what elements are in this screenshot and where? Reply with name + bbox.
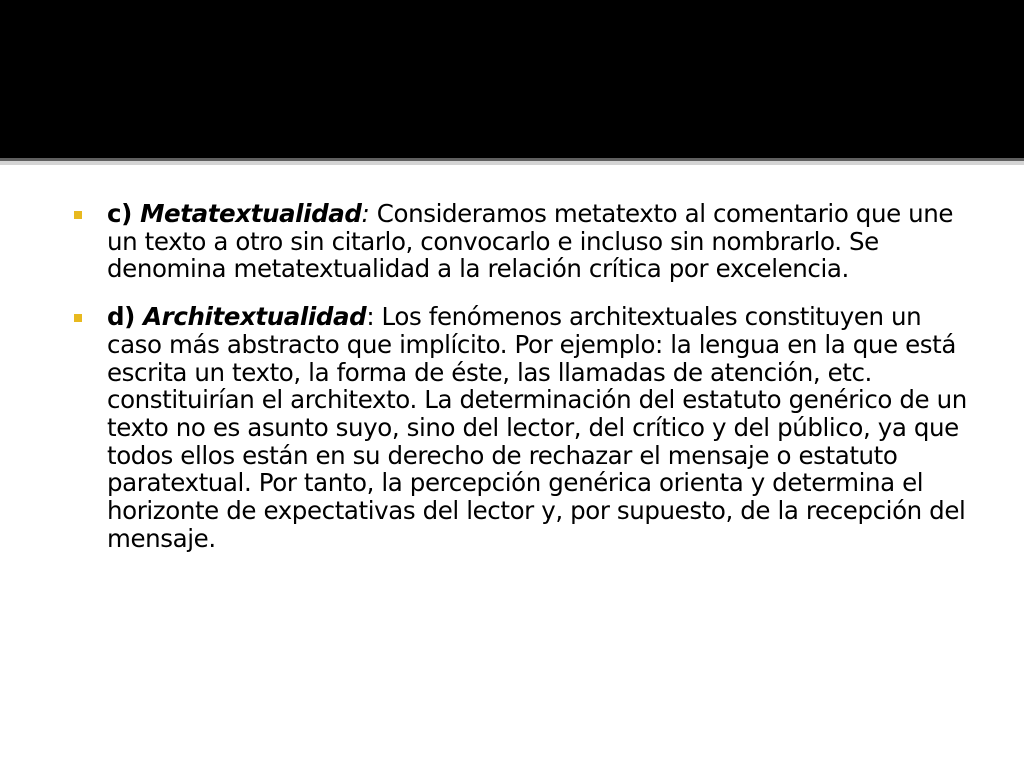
item-text: Consideramos metatexto al comentario que une un texto a otro sin citarlo, convocarlo e incluso sin nombrarlo. Se denomina metatextualidad a la relación crítica por excelencia. [107,199,954,284]
item-term: Architextualidad [143,302,367,332]
bullet-list [72,200,972,572]
item-separator: : [366,302,375,332]
title-band [0,0,1024,158]
item-prefix: d) [107,302,144,332]
item-text: Los fenómenos architextuales constituyen un caso más abstracto que implícito. Por ejemplo: la lengua en la que está escrita un texto, la forma de éste, las llamadas de atención, etc. constituirían el architexto. La determinación del estatuto genérico de un texto no es asunto suyo, sino del lector, del crítico y del público, ya que todos ellos están en su derecho de rechazar el mensaje o estatuto paratextual. Por tanto, la percepción genérica orienta y determina el horizonte de expectativas del lector y, por supuesto, de la recepción del mensaje. [107,302,967,553]
item-term: Metatextualidad [140,199,362,228]
bullet-item-metatextualidad [72,200,972,283]
square-bullet-icon [74,211,82,219]
item-prefix: c) [107,199,141,228]
square-bullet-icon [74,314,82,322]
item-separator: : [361,199,370,228]
bullet-item-architextualidad [72,303,972,552]
title-divider-shadow [0,161,1024,165]
